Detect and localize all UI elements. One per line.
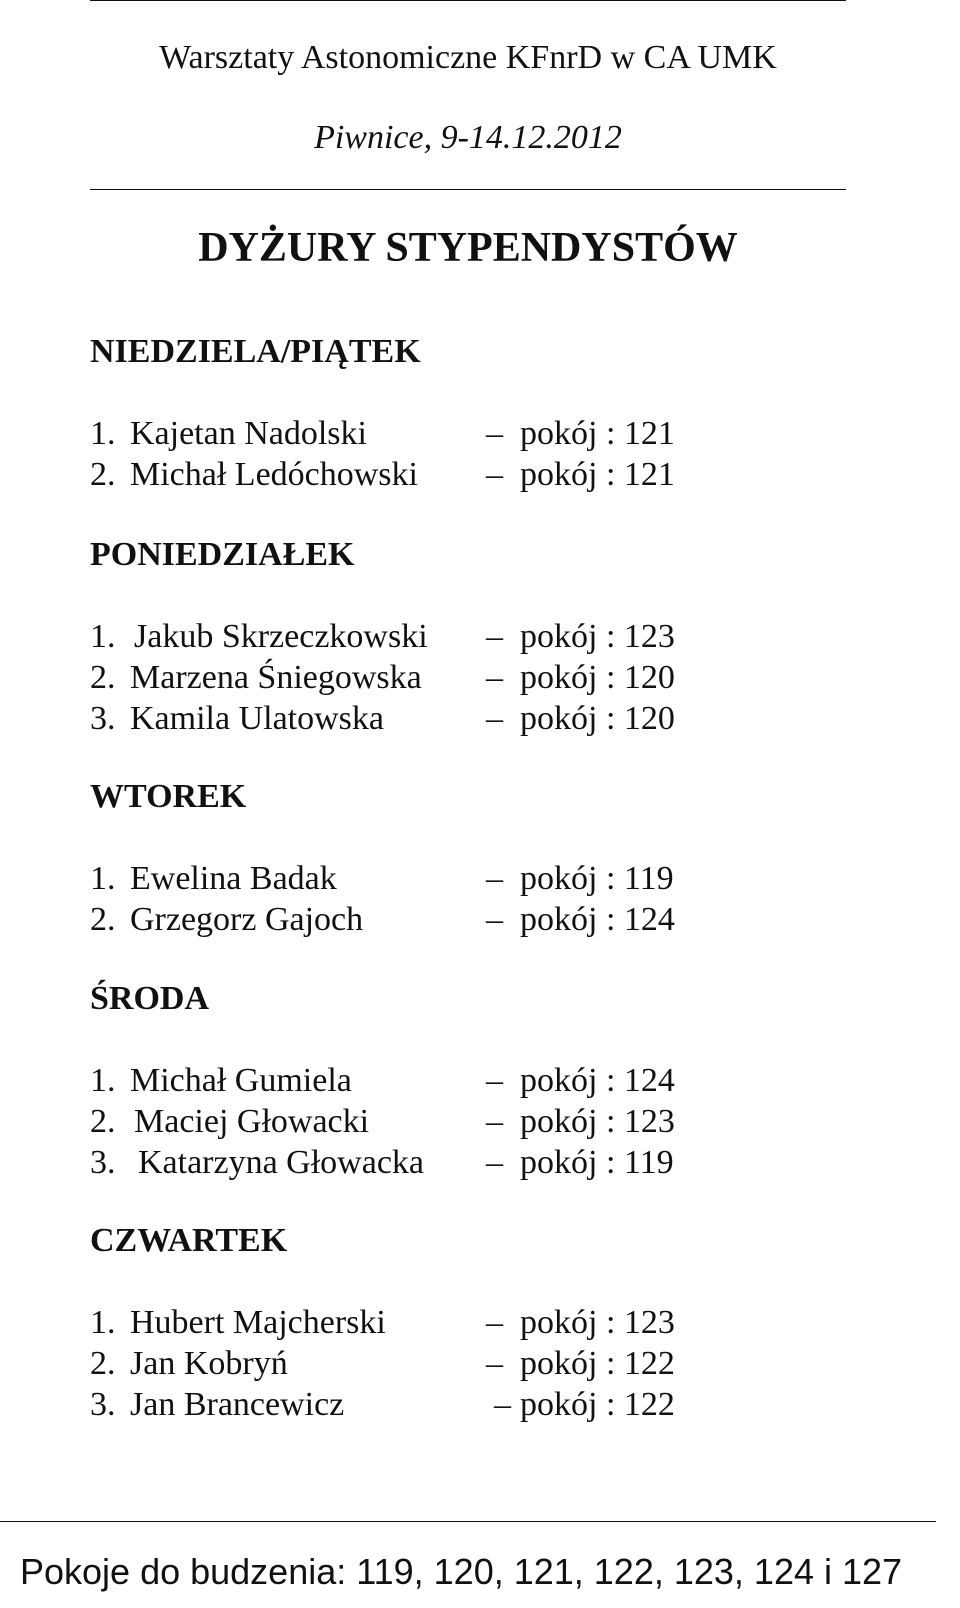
student-name: Marzena Śniegowska	[130, 659, 422, 696]
item-number: 3.	[90, 1144, 116, 1181]
footer-rule	[0, 1521, 936, 1522]
list-item	[90, 1343, 675, 1384]
student-name: Jan Kobryń	[130, 1345, 288, 1382]
document-title: DYŻURY STYPENDYSTÓW	[198, 225, 738, 271]
student-name: Michał Gumiela	[130, 1062, 352, 1099]
item-number: 2.	[90, 901, 116, 938]
list-item	[90, 657, 675, 698]
student-name: Kamila Ulatowska	[130, 700, 384, 737]
item-number: 2.	[90, 456, 116, 493]
item-number: 1.	[90, 860, 116, 897]
item-number: 1.	[90, 1062, 116, 1099]
student-name: Grzegorz Gajoch	[130, 901, 364, 938]
room-number: pokój : 120	[520, 659, 675, 696]
item-number: 1.	[90, 618, 116, 655]
dash-separator: –	[486, 1103, 503, 1140]
student-name: Michał Ledóchowski	[130, 456, 418, 493]
day-section-tuesday	[90, 777, 675, 940]
day-section-wednesday	[90, 979, 675, 1183]
dash-separator: –	[486, 901, 503, 938]
duty-list	[90, 1060, 675, 1183]
item-number: 2.	[90, 659, 116, 696]
day-heading: PONIEDZIAŁEK	[90, 536, 355, 573]
list-item	[90, 454, 675, 495]
room-number: pokój : 123	[520, 1103, 675, 1140]
room-number: pokój : 122	[520, 1345, 675, 1382]
room-number: pokój : 124	[520, 1062, 675, 1099]
duty-list	[90, 858, 675, 940]
dash-separator: –	[486, 1144, 503, 1181]
dash-separator: –	[486, 618, 503, 655]
room-number: pokój : 121	[520, 456, 675, 493]
list-item	[90, 1384, 675, 1425]
student-name: Katarzyna Głowacka	[138, 1144, 425, 1181]
dash-separator: –	[486, 1304, 503, 1341]
list-item	[90, 1101, 675, 1142]
duty-list	[90, 616, 675, 739]
duty-list	[90, 1302, 675, 1425]
top-rule	[90, 0, 846, 1]
room-number: pokój : 120	[520, 700, 675, 737]
student-name: Ewelina Badak	[130, 860, 337, 897]
item-number: 2.	[90, 1103, 116, 1140]
dash-separator: –	[486, 659, 503, 696]
place-and-date: Piwnice, 9-14.12.2012	[314, 119, 622, 156]
student-name: Hubert Majcherski	[130, 1304, 386, 1341]
header-rule	[90, 189, 846, 190]
item-number: 2.	[90, 1345, 116, 1382]
room-number: pokój : 124	[520, 901, 675, 938]
room-number: pokój : 119	[520, 860, 674, 897]
dash-separator: –	[486, 860, 503, 897]
day-section-sunday-friday	[90, 332, 675, 495]
workshop-title: Warsztaty Astonomiczne KFnrD w CA UMK	[159, 39, 777, 76]
duty-list	[90, 413, 675, 495]
dash-separator: –	[494, 1386, 511, 1423]
dash-separator: –	[486, 700, 503, 737]
list-item	[90, 899, 675, 940]
day-section-thursday	[90, 1221, 675, 1425]
wake-up-rooms-note: Pokoje do budzenia: 119, 120, 121, 122, 123, 124 i 127	[20, 1551, 903, 1592]
item-number: 3.	[90, 700, 116, 737]
room-number: pokój : 123	[520, 618, 675, 655]
room-number: pokój : 123	[520, 1304, 675, 1341]
day-heading: ŚRODA	[90, 980, 210, 1017]
list-item	[90, 858, 674, 899]
room-number: pokój : 119	[520, 1144, 674, 1181]
room-number: pokój : 121	[520, 415, 675, 452]
dash-separator: –	[486, 1345, 503, 1382]
day-section-monday	[90, 535, 675, 739]
dash-separator: –	[486, 1062, 503, 1099]
student-name: Maciej Głowacki	[134, 1103, 370, 1140]
room-number: pokój : 122	[520, 1386, 675, 1423]
item-number: 3.	[90, 1386, 116, 1423]
day-heading: NIEDZIELA/PIĄTEK	[90, 333, 421, 370]
dash-separator: –	[486, 456, 503, 493]
list-item	[90, 413, 675, 454]
student-name: Jan Brancewicz	[130, 1386, 345, 1423]
list-item	[90, 698, 675, 739]
day-heading: CZWARTEK	[90, 1222, 288, 1259]
student-name: Jakub Skrzeczkowski	[134, 618, 428, 655]
dash-separator: –	[486, 415, 503, 452]
item-number: 1.	[90, 415, 116, 452]
item-number: 1.	[90, 1304, 116, 1341]
student-name: Kajetan Nadolski	[130, 415, 367, 452]
day-heading: WTOREK	[90, 778, 247, 815]
list-item	[90, 1302, 675, 1343]
list-item	[90, 1142, 674, 1183]
list-item	[90, 616, 675, 657]
list-item	[90, 1060, 675, 1101]
